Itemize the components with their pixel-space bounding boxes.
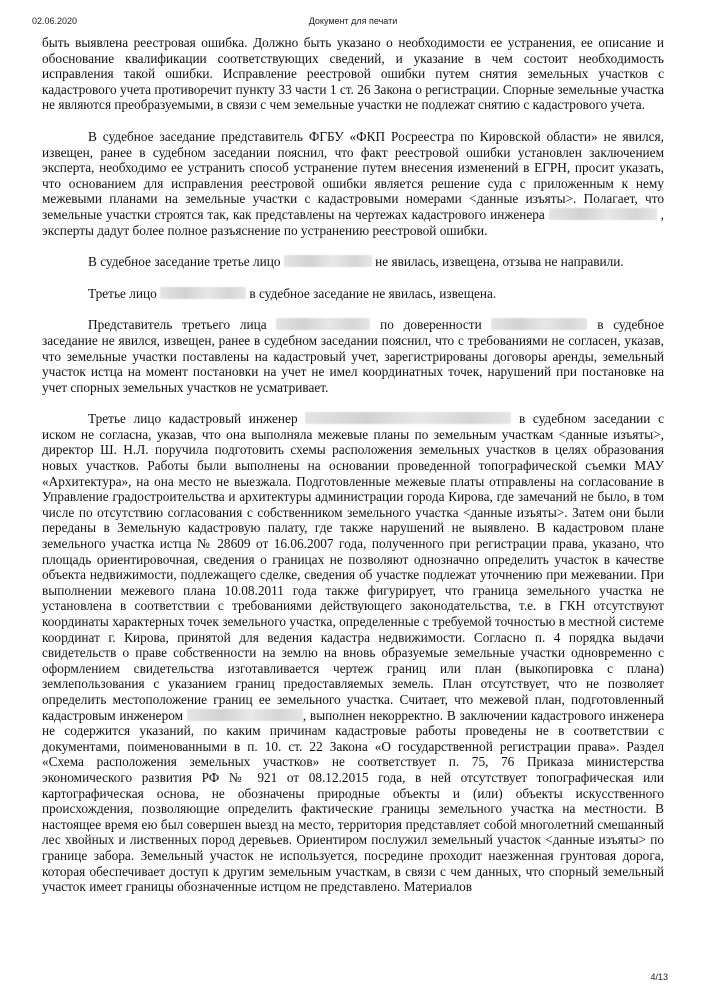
paragraph: Третье лицо в судебное заседание не явилась, извещена. xyxy=(88,285,497,301)
paragraph: быть выявлена реестровая ошибка. Должно быть указано о необходимости ее устранения, ее описание и обоснование квалификации соответствующих сведений, и указание в чем состоит необходимость исправления такой ошибки. Исправление реестровой ошибки путем снятия земельных участков с кадастрового учета противоречит пункту 33 части 1 ст. 26 Закона о регистрации. Спорные земельные участка не являются преобразуемыми, в связи с чем земельные участки не подлежат снятию с кадастрового учета. xyxy=(42,35,664,113)
page-number: 4/13 xyxy=(650,972,668,982)
paragraph: Третье лицо кадастровый инженер в судебном заседании с иском не согласна, указав, что она выполняла межевые планы по земельным участкам <данные изъяты>, директор Ш. Н.Л. поручила подготовить схемы расположения земельных участков в целях образования новых участков. Работы были выполнены на основании проведенной топографической съемки МАУ «Архитектура», на она место не выезжала. Подготовленные межевые платы отправлены на согласование в Управление градостроительства и архитектуры администрации города Кирова, где замечаний не было, в том числе по отсутствию согласования с собственником земельного участка <данные изъяты>. Затем они были переданы в Земельную кадастровую палату, где также нарушений не выявлено. В кадастровом плане земельного участка истца № 28609 от 16.06.2007 года, полученного при регистрации права, указано, что площадь ориентировочная, сведения о границах не позволяют однозначно определить участок в качестве объекта недвижимости, подлежащего сделке, сведения об участке подлежат уточнению при межевании. При выполнении межевого плана 10.08.2011 года также фигурирует, что граница земельного участка не установлена в соответствии с требованиями действующего законодательства, т.е. в ГКН отсутствуют координаты характерных точек земельного участка, определенные с требуемой точностью в местной системе координат г. Кирова, принятой для ведения кадастра недвижимости. Согласно п. 4 порядка выдачи свидетельств о праве собственности на землю на вновь образуемые земельные участки одновременно с оформлением свидетельства изготавливается чертеж границ или план (выкопировка с плана) землепользования с указанием границ предоставляемых земель. План отсутствует, что не позволяет определить местоположение границ ее земельного участка. Считает, что межевой план, подготовленный кадастровым инженером , выполнен некорректно. В заключении кадастрового инженера не содержится указаний, по каким причинам кадастровые работы проведены не в соответствии с документами, поименованными в п. 10. ст. 22 Закона «О государственной регистрации права». Раздел «Схема расположения земельных участков» не соответствует п. 75, 76 Приказа министерства экономического развития РФ № 921 от 08.12.2015 года, в ней отсутствует топографическая или картографическая основа, не обозначены природные объекты и (или) объекты искусственного происхождения, позволяющие определить фактические границы земельного участка на местности. В настоящее время ею был совершен выезд на место, территория представляет собой многолетний смешанный лес хвойных и лиственных пород деревьев. Ориентиром послужил земельный участок <данные изъяты> по границе забора. Земельный участок не используется, посредине проходит наезженная грунтовая дорога, которая обеспечивает доступ к другим земельным участкам, в связи с чем данных, что спорный земельный участок имеет границы обозначенные истцом не представлено. Материалов xyxy=(42,411,664,895)
paragraph: В судебное заседание представитель ФГБУ «ФКП Росреестра по Кировской области» не явился, извещен, ранее в судебном заседании пояснил, что факт реестровой ошибки установлен заключением эксперта, необходимо ее устранить способ устранение путем внесения изменений в ЕГРН, просит указать, что основанием для исправления реестровой ошибки является решение суда с приложенным к нему межевыми планами на земельные участки с кадастровыми номерами <данные изъяты>. Полагает, что земельные участки строятся так, как представлены на чертежах кадастрового инженера , эксперты дадут более полное разъяснение по устранению реестровой ошибки. xyxy=(42,128,664,238)
paragraph: Представитель третьего лица по доверенности в судебное заседание не явился, извещен, ранее в судебном заседании пояснил, что с требованиями не согласен, указав, что земельные участки поставлены на кадастровый учет, зарегистрированы договоры аренды, земельный участок истца на момент постановки на учет не имел координатных точек, нарушений при постановке на учет спорных земельных участков не усматривает. xyxy=(42,317,664,395)
redacted-name xyxy=(276,318,370,330)
redacted-name xyxy=(549,208,657,220)
document-body xyxy=(42,35,664,895)
redacted-name xyxy=(187,709,303,721)
redacted-name xyxy=(305,412,511,424)
paragraph: В судебное заседание третье лицо не явилась, извещена, отзыва не направили. xyxy=(88,254,624,270)
redacted-name xyxy=(160,287,246,299)
print-title: Документ для печати xyxy=(308,16,398,26)
redacted-name xyxy=(491,318,587,330)
print-header xyxy=(0,16,706,30)
print-date: 02.06.2020 xyxy=(32,16,78,26)
redacted-name xyxy=(284,255,372,267)
